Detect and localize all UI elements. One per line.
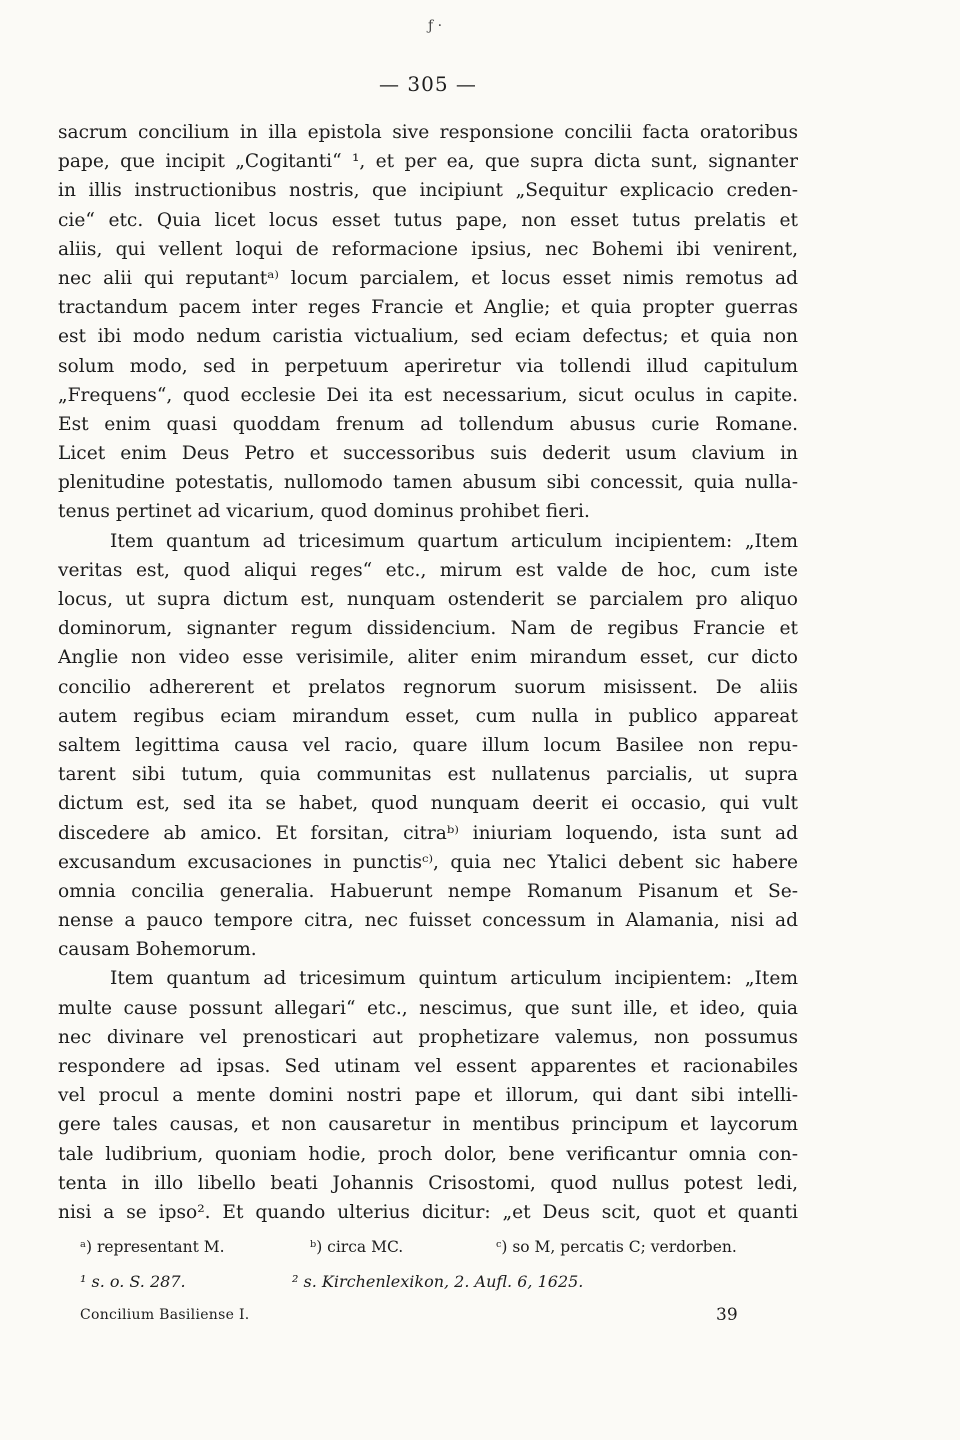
- text-line: causam Bohemorum.: [58, 939, 257, 961]
- text-line: tale ludibrium, quoniam hodie, proch dolor, bene verificantur omnia con-: [58, 1143, 798, 1165]
- text-line: Licet enim Deus Petro et successoribus suis dederit usum clavium in: [58, 443, 798, 465]
- text-line: „Frequens“, quod ecclesie Dei ita est necessarium, sicut oculus in capite.: [58, 384, 798, 406]
- text-line: multe cause possunt allegari“ etc., nescimus, que sunt ille, et ideo, quia: [58, 997, 798, 1019]
- text-line: saltem legittima causa vel racio, quare illum locum Basilee non repu-: [58, 734, 798, 756]
- text-line: discedere ab amico. Et forsitan, citraᵇ⁾ iniuriam loquendo, ista sunt ad: [58, 822, 798, 844]
- paragraph-start-line: Item quantum ad tricesimum quartum articulum incipientem: „Item: [110, 530, 798, 552]
- text-line: concilio adhererent et prelatos regnorum suorum misissent. De aliis: [58, 676, 798, 698]
- text-line: est ibi modo nedum caristia victualium, sed eciam defectus; et quia non: [58, 326, 798, 348]
- text-line: locus, ut supra dictum est, nunquam ostenderit se parcialem pro aliquo: [58, 589, 798, 610]
- body-text: [58, 118, 798, 1227]
- variant-footnotes: [58, 1232, 798, 1262]
- text-line: dictum est, sed ita se habet, quod nunquam deerit ei occasio, qui vult: [58, 793, 798, 815]
- paragraph-start-line: Item quantum ad tricesimum quintum articulum incipientem: „Item: [110, 968, 798, 990]
- text-line: cie“ etc. Quia licet locus esset tutus pape, non esset tutus prelatis et: [58, 209, 798, 231]
- sheet-number: 39: [716, 1305, 738, 1325]
- footnote-b: ᵇ) circa MC.: [310, 1238, 404, 1256]
- text-line: respondere ad ipsas. Sed utinam vel essent apparentes et racionabiles: [58, 1056, 798, 1077]
- text-line: dominorum, signanter regum dissidencium. Nam de regibus Francie et: [58, 618, 798, 640]
- text-line: tarent sibi tutum, quia communitas est nullatenus parcialis, ut supra: [58, 764, 798, 786]
- text-line: excusandum excusaciones in punctisᶜ⁾, quia nec Ytalici debent sic habere: [58, 851, 798, 873]
- text-line: nisi a se ipso². Et quando ulterius dicitur: „et Deus scit, quot et quanti: [58, 1201, 798, 1223]
- text-line: Anglie non video esse verisimile, aliter enim mirandum esset, cur dicto: [58, 647, 798, 669]
- text-line: in illis instructionibus nostris, que incipiunt „Sequitur explicacio creden-: [58, 180, 798, 202]
- page-number: — 305 —: [379, 72, 477, 96]
- text-line: nec alii qui reputantᵃ⁾ locum parcialem, et locus esset nimis remotus ad: [58, 267, 798, 289]
- text-line: solum modo, sed in perpetuum aperiretur via tollendi illud capitulum: [58, 355, 798, 377]
- text-line: tenus pertinet ad vicarium, quod dominus prohibet fieri.: [58, 501, 590, 523]
- text-line: nec divinare vel prenosticari aut prophetizare valemus, non possumus: [58, 1026, 798, 1048]
- footnote-c: ᶜ) so M, percatis C; verdorben.: [496, 1238, 737, 1256]
- text-line: nense a pauco tempore citra, nec fuisset concessum in Alamania, nisi ad: [58, 910, 798, 932]
- text-line: tenta in illo libello beati Johannis Crisostomi, quod nullus potest ledi,: [58, 1172, 798, 1194]
- footnote-a: ᵃ) representant M.: [80, 1238, 225, 1256]
- text-line: Est enim quasi quoddam frenum ad tollendum abusus curie Romane.: [58, 413, 798, 435]
- text-line: plenitudine potestatis, nullomodo tamen abusum sibi concessit, quia nulla-: [58, 472, 798, 494]
- text-line: pape, que incipit „Cogitanti“ ¹, et per ea, que supra dicta sunt, signanter: [58, 151, 798, 173]
- text-line: tractandum pacem inter reges Francie et Anglie; et quia propter guerras: [58, 297, 798, 319]
- document-page: [58, 0, 798, 1440]
- text-line: omnia concilia generalia. Habuerunt nempe Romanum Pisanum et Se-: [58, 880, 798, 902]
- text-line: veritas est, quod aliqui reges“ etc., mirum est valde de hoc, cum iste: [58, 559, 798, 581]
- text-line: gere tales causas, et non causaretur in mentibus principum et laycorum: [58, 1114, 798, 1136]
- text-line: autem regibus eciam mirandum esset, cum nulla in publico appareat: [58, 705, 798, 727]
- reference-1: ¹ s. o. S. 287.: [80, 1272, 186, 1291]
- text-line: sacrum concilium in illa epistola sive responsione concilii facta oratoribus: [58, 122, 798, 143]
- sheet-signature: Concilium Basiliense I.: [80, 1307, 250, 1323]
- printer-mark: ƒ ·: [428, 18, 443, 34]
- reference-2: ² s. Kirchenlexikon, 2. Aufl. 6, 1625.: [292, 1272, 584, 1291]
- text-line: vel procul a mente domini nostri pape et illorum, qui dant sibi intelli-: [58, 1085, 798, 1107]
- text-line: aliis, qui vellent loqui de reformacione ipsius, nec Bohemi ibi venirent,: [58, 238, 798, 260]
